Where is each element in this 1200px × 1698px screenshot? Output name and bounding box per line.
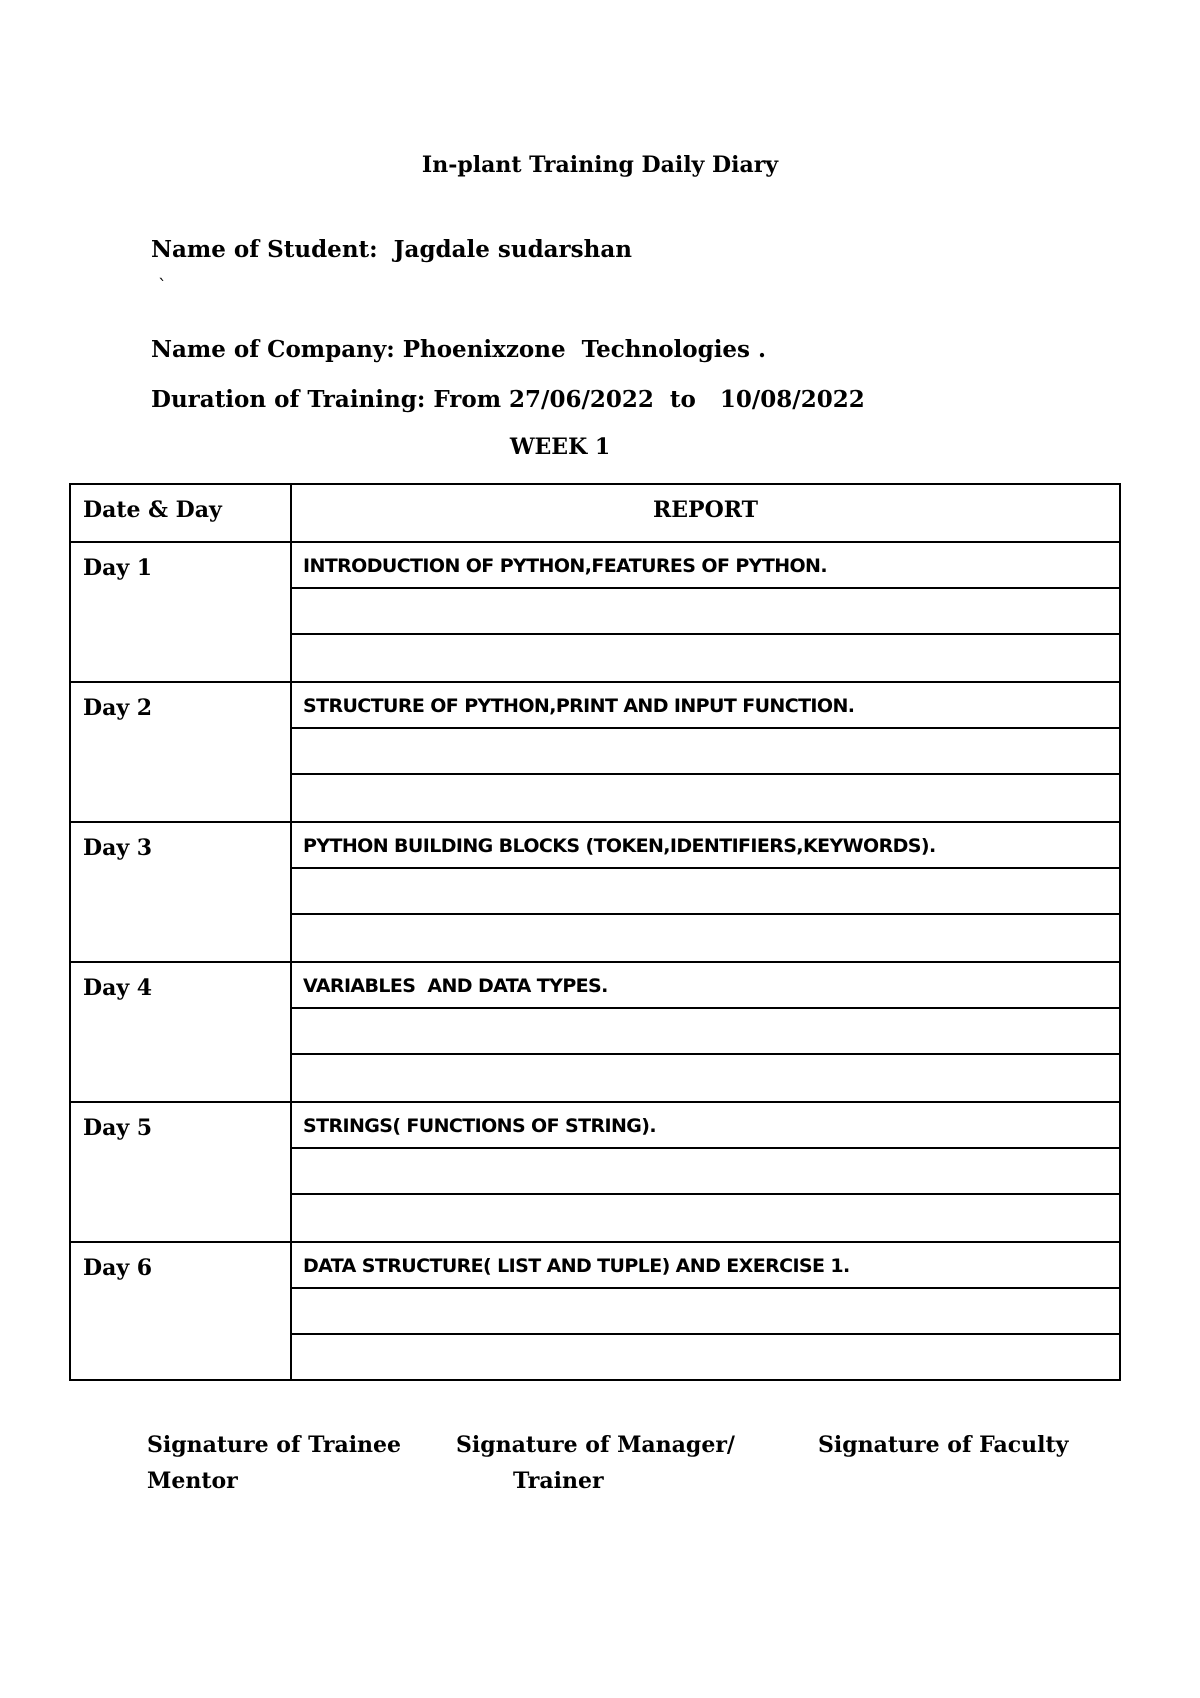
day-label: Day 5 [83, 1115, 153, 1141]
day-label: Day 1 [83, 555, 153, 581]
report-entry: DATA STRUCTURE( LIST AND TUPLE) AND EXERCISE 1. [303, 1255, 850, 1277]
report-line-blank [292, 1289, 1119, 1335]
table-row [71, 1103, 1119, 1243]
signature-trainee-label: Signature of Trainee [147, 1432, 402, 1458]
report-entry: STRUCTURE OF PYTHON,PRINT AND INPUT FUNCTION. [303, 695, 855, 717]
signature-manager-line2: Trainer [513, 1468, 604, 1494]
diary-table [69, 483, 1121, 1381]
document-title: In-plant Training Daily Diary [421, 152, 779, 178]
week-heading: WEEK 1 [509, 434, 611, 460]
report-entry: STRINGS( FUNCTIONS OF STRING). [303, 1115, 656, 1137]
day-label: Day 6 [83, 1255, 153, 1281]
day-label: Day 2 [83, 695, 153, 721]
report-line-blank [292, 1009, 1119, 1055]
signature-faculty-label: Signature of Faculty [818, 1432, 1069, 1458]
column-header-report: REPORT [652, 497, 759, 523]
report-entry: INTRODUCTION OF PYTHON,FEATURES OF PYTHON. [303, 555, 827, 577]
student-name-line: Name of Student: Jagdale sudarshan [151, 236, 632, 263]
table-row [71, 823, 1119, 963]
signature-trainee-line2: Mentor [147, 1468, 238, 1494]
day-label: Day 3 [83, 835, 153, 861]
report-line-blank [292, 1149, 1119, 1195]
company-name-line: Name of Company: Phoenixzone Technologies . [151, 336, 767, 363]
report-line-blank [292, 729, 1119, 775]
table-row [71, 963, 1119, 1103]
report-entry: VARIABLES AND DATA TYPES. [303, 975, 608, 997]
signature-manager-label: Signature of Manager/ [456, 1432, 735, 1458]
table-header-row [71, 485, 1119, 543]
table-row [71, 1243, 1119, 1383]
report-line-blank [292, 589, 1119, 635]
stray-mark: ` [158, 276, 167, 297]
day-label: Day 4 [83, 975, 153, 1001]
table-row [71, 543, 1119, 683]
report-line-blank [292, 869, 1119, 915]
training-duration-line: Duration of Training: From 27/06/2022 to 10/08/2022 [151, 386, 865, 413]
report-entry: PYTHON BUILDING BLOCKS (TOKEN,IDENTIFIERS,KEYWORDS). [303, 835, 936, 857]
table-row [71, 683, 1119, 823]
column-header-date: Date & Day [83, 497, 222, 523]
